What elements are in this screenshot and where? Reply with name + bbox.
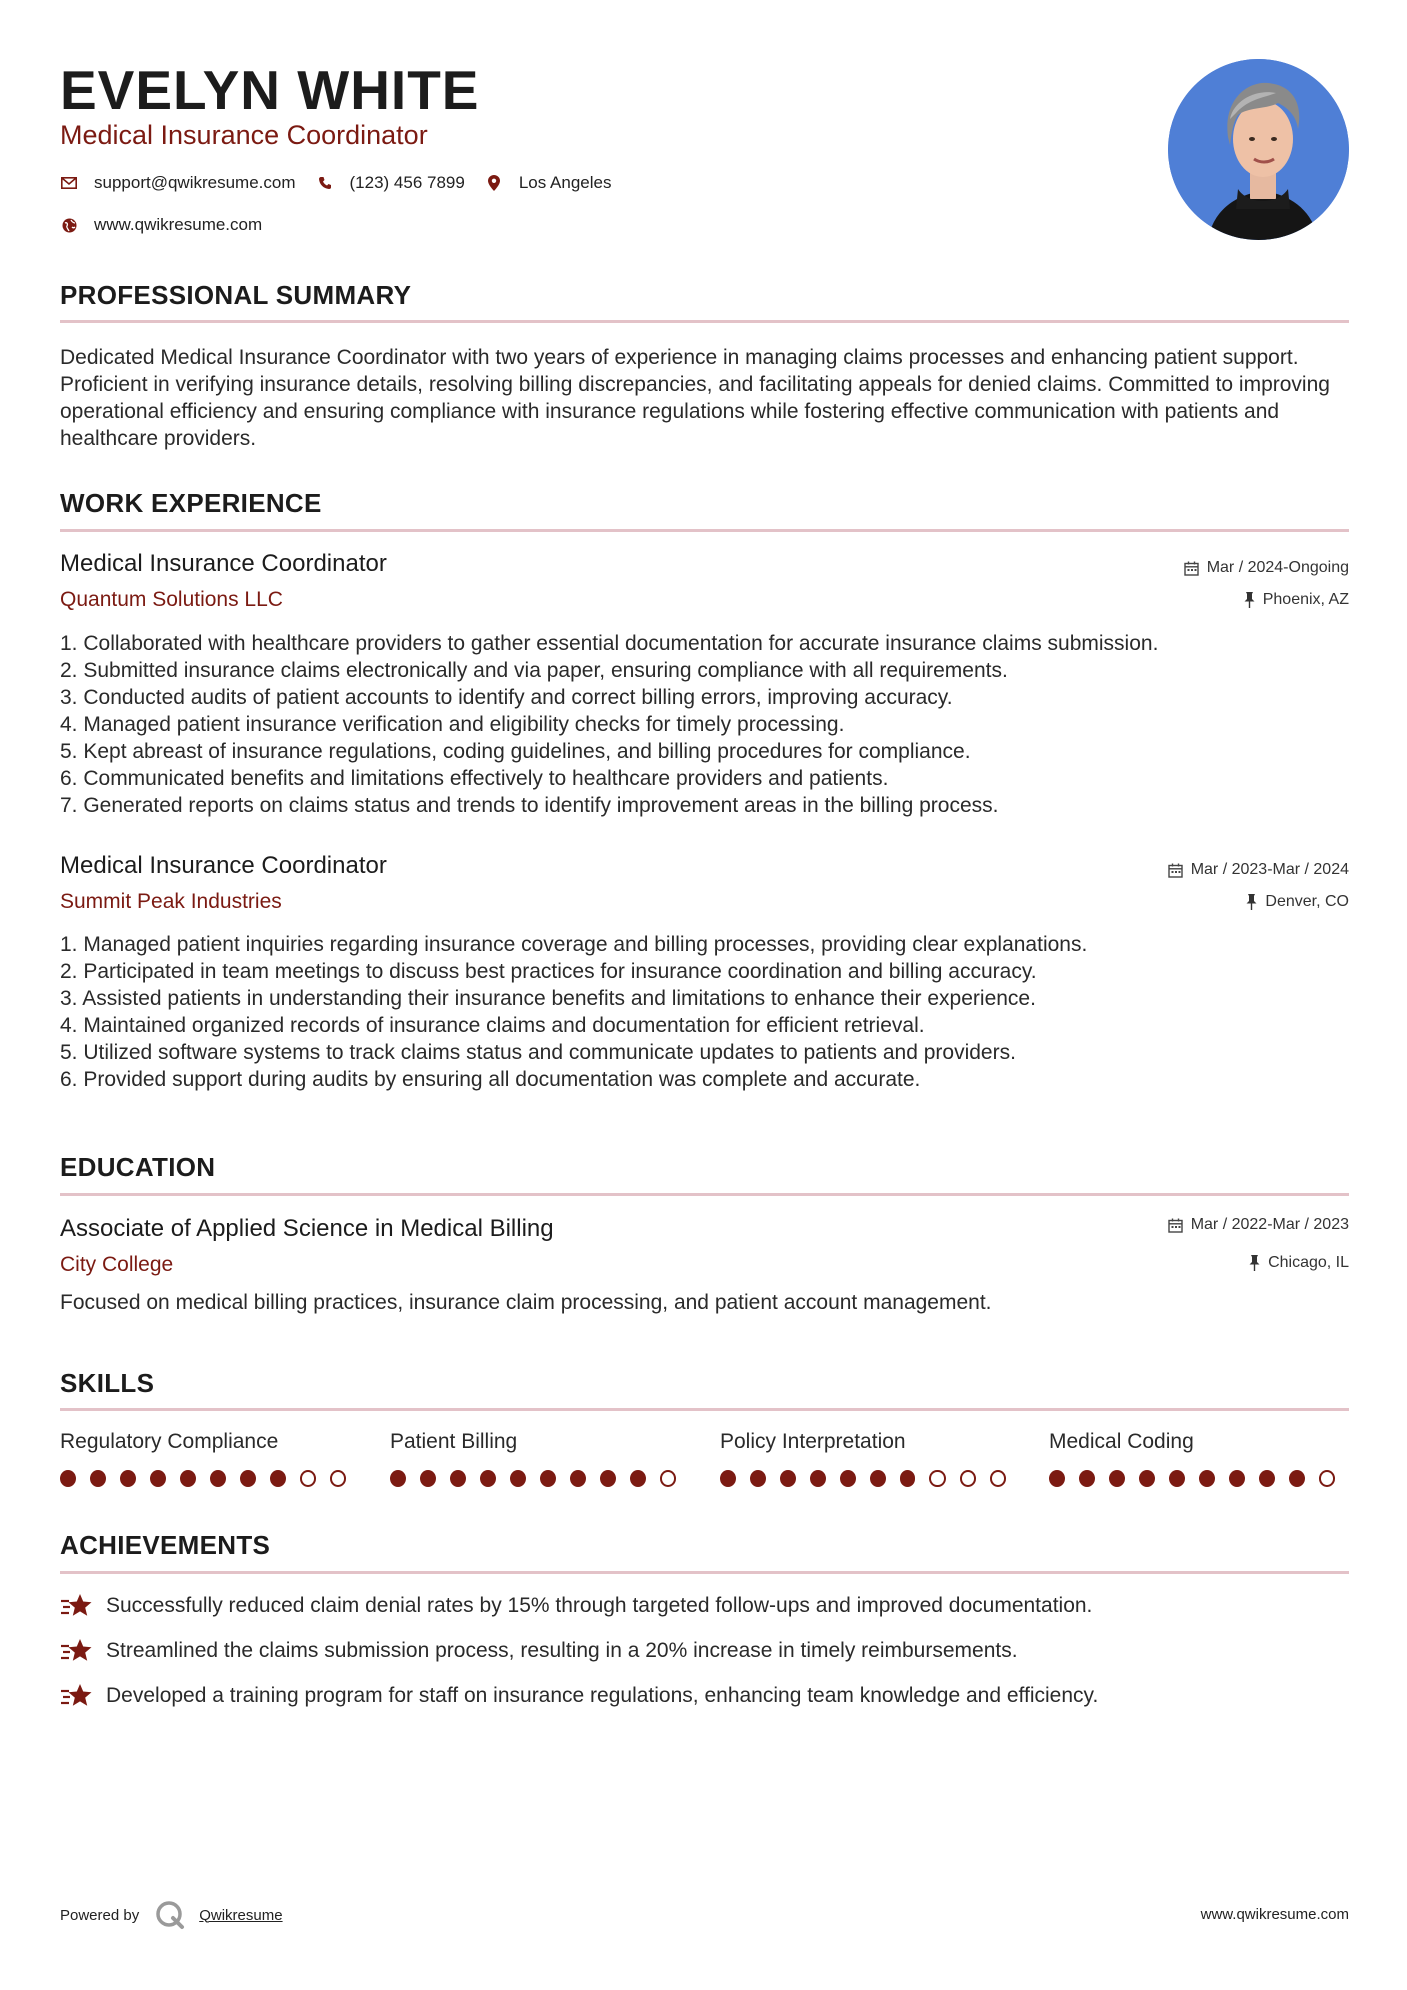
list-item: 4. Managed patient insurance verification and eligibility checks for timely processing. bbox=[60, 713, 845, 736]
rating-dot-filled bbox=[870, 1470, 886, 1487]
skill-item bbox=[390, 1430, 690, 1487]
list-item: 5. Kept abreast of insurance regulations, coding guidelines, and billing procedures for compliance. bbox=[60, 740, 971, 763]
rating-dot-filled bbox=[90, 1470, 106, 1487]
footer-website[interactable]: www.qwikresume.com bbox=[1200, 1906, 1349, 1923]
rating-dot-filled bbox=[1289, 1470, 1305, 1487]
education-school: City College bbox=[60, 1253, 174, 1276]
rating-dot-filled bbox=[510, 1470, 526, 1487]
achievements-divider bbox=[60, 1571, 1349, 1574]
star-icon bbox=[60, 1592, 94, 1620]
rating-dot-filled bbox=[840, 1470, 856, 1487]
map-pin-icon bbox=[485, 174, 503, 192]
job-2-dates-text: Mar / 2023-Mar / 2024 bbox=[1190, 861, 1349, 878]
rating-dot-filled bbox=[540, 1470, 556, 1487]
rating-dot-empty bbox=[300, 1470, 316, 1487]
list-item: 1. Collaborated with healthcare providers to gather essential documentation for accurate insurance claims submission. bbox=[60, 632, 1159, 655]
list-item: 3. Conducted audits of patient accounts to identify and correct billing errors, improving accuracy. bbox=[60, 686, 953, 709]
rating-dot-filled bbox=[450, 1470, 466, 1487]
calendar-icon bbox=[1168, 1218, 1183, 1233]
summary-heading: PROFESSIONAL SUMMARY bbox=[60, 280, 412, 310]
experience-heading: WORK EXPERIENCE bbox=[60, 488, 322, 518]
envelope-icon bbox=[60, 174, 78, 192]
experience-divider bbox=[60, 529, 1349, 532]
rating-dot-filled bbox=[1139, 1470, 1155, 1487]
job-1-location bbox=[1244, 591, 1349, 609]
globe-icon bbox=[60, 216, 78, 234]
skill-item bbox=[720, 1430, 1020, 1487]
job-1-bullets bbox=[60, 630, 1349, 819]
rating-dot-filled bbox=[780, 1470, 796, 1487]
education-dates-text: Mar / 2022-Mar / 2023 bbox=[1190, 1216, 1349, 1233]
skill-rating bbox=[390, 1470, 690, 1487]
rating-dot-filled bbox=[1109, 1470, 1125, 1487]
rating-dot-filled bbox=[570, 1470, 586, 1487]
pushpin-icon bbox=[1249, 1255, 1260, 1271]
rating-dot-filled bbox=[390, 1470, 406, 1487]
skill-item bbox=[1049, 1430, 1349, 1487]
calendar-icon bbox=[1168, 863, 1183, 878]
rating-dot-filled bbox=[1079, 1470, 1095, 1487]
rating-dot-filled bbox=[180, 1470, 196, 1487]
contact-row-2 bbox=[60, 215, 282, 235]
list-item: 2. Participated in team meetings to discuss best practices for insurance coordination and billing accuracy. bbox=[60, 960, 1037, 983]
rating-dot-empty bbox=[990, 1470, 1006, 1487]
star-icon bbox=[60, 1682, 94, 1710]
powered-by-label: Powered by bbox=[60, 1906, 140, 1924]
summary-text: Dedicated Medical Insurance Coordinator with two years of experience in managing claims processes and enhancing patient support. Proficient in verifying insurance details, resolving billing discrepancies, and facilitating appeals for denied claims. Committed to improving operational efficiency and ensuring compliance with insurance regulations while fostering effective communication with patients and healthcare providers. bbox=[60, 346, 1330, 450]
rating-dot-empty bbox=[330, 1470, 346, 1487]
phone-icon bbox=[316, 174, 334, 192]
contact-phone: (123) 456 7899 bbox=[349, 173, 465, 192]
skill-rating bbox=[720, 1470, 1020, 1487]
list-item: 2. Submitted insurance claims electronically and via paper, ensuring compliance with all requirements. bbox=[60, 659, 1008, 682]
job-1-location-text: Phoenix, AZ bbox=[1262, 591, 1349, 608]
star-icon bbox=[60, 1637, 94, 1665]
job-2-location-text: Denver, CO bbox=[1265, 893, 1349, 910]
skill-label: Patient Billing bbox=[390, 1430, 518, 1453]
list-item: 7. Generated reports on claims status and trends to identify improvement areas in the billing process. bbox=[60, 794, 999, 817]
job-2-dates bbox=[1168, 861, 1349, 879]
education-location bbox=[1249, 1254, 1349, 1272]
pushpin-icon bbox=[1246, 894, 1257, 910]
qwikresume-link[interactable]: Qwikresume bbox=[199, 1906, 283, 1924]
rating-dot-empty bbox=[960, 1470, 976, 1487]
rating-dot-filled bbox=[630, 1470, 646, 1487]
achievement-item bbox=[60, 1637, 1018, 1665]
achievement-item bbox=[60, 1682, 1098, 1710]
rating-dot-filled bbox=[750, 1470, 766, 1487]
education-heading: EDUCATION bbox=[60, 1152, 216, 1182]
achievement-text: Streamlined the claims submission process, resulting in a 20% increase in timely reimbursements. bbox=[106, 1639, 1018, 1662]
job-2-bullets bbox=[60, 931, 1349, 1093]
rating-dot-empty bbox=[1319, 1470, 1335, 1487]
rating-dot-filled bbox=[1169, 1470, 1185, 1487]
skill-rating bbox=[1049, 1470, 1349, 1487]
rating-dot-filled bbox=[480, 1470, 496, 1487]
calendar-icon bbox=[1184, 561, 1199, 576]
rating-dot-filled bbox=[240, 1470, 256, 1487]
job-2-title: Medical Insurance Coordinator bbox=[60, 852, 387, 879]
profile-photo bbox=[1168, 59, 1349, 240]
candidate-name: EVELYN WHITE bbox=[60, 59, 480, 121]
rating-dot-filled bbox=[270, 1470, 286, 1487]
skills-divider bbox=[60, 1408, 1349, 1411]
rating-dot-filled bbox=[60, 1470, 76, 1487]
rating-dot-empty bbox=[929, 1470, 945, 1487]
contact-email[interactable]: support@qwikresume.com bbox=[94, 173, 296, 192]
rating-dot-filled bbox=[1049, 1470, 1065, 1487]
pushpin-icon bbox=[1244, 592, 1255, 608]
job-1-title: Medical Insurance Coordinator bbox=[60, 550, 387, 577]
list-item: 1. Managed patient inquiries regarding insurance coverage and billing processes, providing clear explanations. bbox=[60, 933, 1088, 956]
rating-dot-filled bbox=[810, 1470, 826, 1487]
job-2-company: Summit Peak Industries bbox=[60, 890, 282, 913]
education-dates bbox=[1168, 1216, 1349, 1234]
rating-dot-filled bbox=[120, 1470, 136, 1487]
skill-label: Regulatory Compliance bbox=[60, 1430, 279, 1453]
rating-dot-filled bbox=[900, 1470, 916, 1487]
contact-location: Los Angeles bbox=[518, 173, 612, 192]
rating-dot-filled bbox=[1229, 1470, 1245, 1487]
skills-heading: SKILLS bbox=[60, 1368, 155, 1398]
education-divider bbox=[60, 1193, 1349, 1196]
skill-label: Medical Coding bbox=[1049, 1430, 1194, 1453]
qwikresume-logo-icon bbox=[155, 1900, 185, 1930]
list-item: 6. Provided support during audits by ensuring all documentation was complete and accurate. bbox=[60, 1068, 921, 1091]
job-2-location bbox=[1246, 893, 1349, 911]
achievement-item bbox=[60, 1592, 1092, 1620]
footer-powered-by bbox=[60, 1900, 283, 1930]
rating-dot-filled bbox=[1199, 1470, 1215, 1487]
contact-row-1 bbox=[60, 173, 631, 193]
education-location-text: Chicago, IL bbox=[1268, 1254, 1349, 1271]
rating-dot-filled bbox=[600, 1470, 616, 1487]
achievement-text: Successfully reduced claim denial rates by 15% through targeted follow-ups and improved documentation. bbox=[106, 1594, 1093, 1617]
summary-divider bbox=[60, 320, 1349, 323]
rating-dot-filled bbox=[150, 1470, 166, 1487]
education-degree: Associate of Applied Science in Medical Billing bbox=[60, 1215, 554, 1242]
rating-dot-filled bbox=[420, 1470, 436, 1487]
job-1-dates bbox=[1184, 559, 1349, 577]
candidate-title: Medical Insurance Coordinator bbox=[60, 120, 428, 150]
list-item: 3. Assisted patients in understanding their insurance benefits and limitations to enhance their experience. bbox=[60, 987, 1036, 1010]
rating-dot-filled bbox=[210, 1470, 226, 1487]
rating-dot-filled bbox=[1259, 1470, 1275, 1487]
achievements-heading: ACHIEVEMENTS bbox=[60, 1530, 271, 1560]
list-item: 6. Communicated benefits and limitations effectively to healthcare providers and patients. bbox=[60, 767, 889, 790]
skill-item bbox=[60, 1430, 360, 1487]
achievement-text: Developed a training program for staff on insurance regulations, enhancing team knowledge and efficiency. bbox=[106, 1684, 1099, 1707]
rating-dot-empty bbox=[660, 1470, 676, 1487]
education-description: Focused on medical billing practices, insurance claim processing, and patient account management. bbox=[60, 1291, 992, 1314]
job-1-dates-text: Mar / 2024-Ongoing bbox=[1206, 559, 1349, 576]
skill-rating bbox=[60, 1470, 360, 1487]
rating-dot-filled bbox=[720, 1470, 736, 1487]
list-item: 4. Maintained organized records of insurance claims and documentation for efficient retrieval. bbox=[60, 1014, 925, 1037]
contact-website[interactable]: www.qwikresume.com bbox=[94, 215, 263, 234]
skill-label: Policy Interpretation bbox=[720, 1430, 906, 1453]
job-1-company: Quantum Solutions LLC bbox=[60, 588, 283, 611]
list-item: 5. Utilized software systems to track claims status and communicate updates to patients and providers. bbox=[60, 1041, 1016, 1064]
